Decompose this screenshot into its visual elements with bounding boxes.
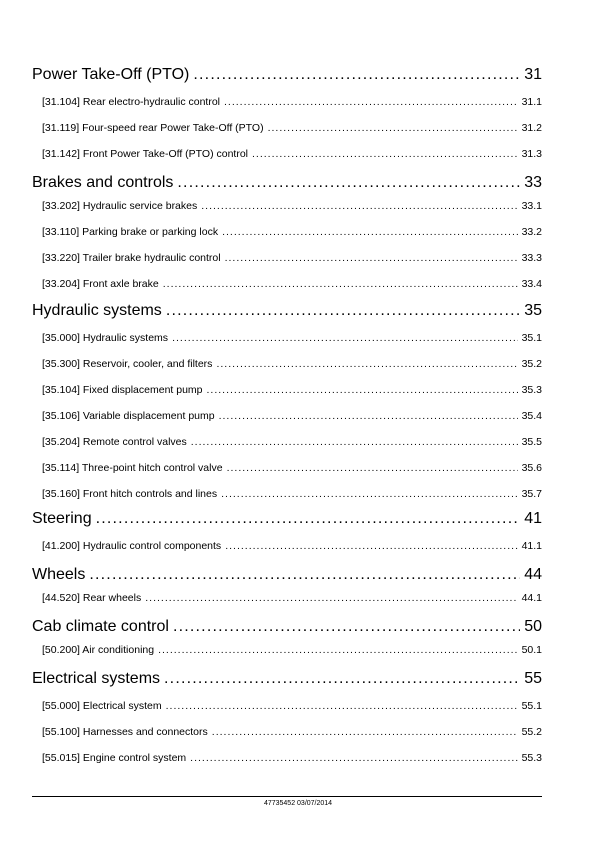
toc-page-number: 55.3 (521, 752, 542, 764)
toc-page-number: 35.2 (521, 358, 542, 370)
toc-page-number: 31.2 (521, 122, 542, 134)
toc-leader-dots (207, 384, 518, 396)
toc-leader-dots (222, 226, 517, 238)
toc-section-entry[interactable] (42, 592, 542, 606)
toc-chapter-entry[interactable] (32, 174, 542, 194)
toc-section-entry[interactable] (42, 226, 542, 240)
toc-entry-title: [55.100] Harnesses and connectors (42, 726, 208, 738)
toc-entry-title: [41.200] Hydraulic control components (42, 540, 222, 552)
toc-page-number: 55 (524, 670, 542, 687)
toc-page-number: 33 (524, 174, 542, 191)
toc-section-entry[interactable] (42, 540, 542, 554)
toc-page-number: 35.4 (521, 410, 542, 422)
toc-entry-title: Hydraulic systems (32, 302, 162, 319)
toc-leader-dots (191, 436, 518, 448)
toc-section-entry[interactable] (42, 436, 542, 450)
toc-section-entry[interactable] (42, 644, 542, 658)
toc-leader-dots (268, 122, 518, 134)
toc-section-entry[interactable] (42, 488, 542, 502)
toc-section-entry[interactable] (42, 726, 542, 740)
toc-entry-title: [33.220] Trailer brake hydraulic control (42, 252, 221, 264)
toc-leader-dots (225, 540, 517, 552)
toc-page-number: 41.1 (521, 540, 542, 552)
toc-entry-title: [35.160] Front hitch controls and lines (42, 488, 218, 500)
toc-page-number: 33.4 (521, 278, 542, 290)
toc-entry-title: [35.000] Hydraulic systems (42, 332, 169, 344)
toc-entry-title: [35.104] Fixed displacement pump (42, 384, 203, 396)
toc-chapter-entry[interactable] (32, 302, 542, 322)
toc-page-number: 55.2 (521, 726, 542, 738)
toc-leader-dots (219, 410, 518, 422)
toc-leader-dots (212, 726, 518, 738)
toc-leader-dots (166, 302, 520, 320)
toc-section-entry[interactable] (42, 122, 542, 136)
toc-page-number: 33.1 (521, 200, 542, 212)
toc-chapter-entry[interactable] (32, 510, 542, 530)
toc-page-number: 50 (524, 618, 542, 635)
toc-section-entry[interactable] (42, 700, 542, 714)
toc-page-number: 31.3 (521, 148, 542, 160)
toc-entry-title: Steering (32, 510, 92, 527)
toc-leader-dots (173, 618, 520, 636)
footer-document-code: 47735452 03/07/2014 (263, 800, 333, 807)
toc-entry-title: [33.110] Parking brake or parking lock (42, 226, 219, 238)
toc-section-entry[interactable] (42, 278, 542, 292)
toc-leader-dots (172, 332, 518, 344)
toc-section-entry[interactable] (42, 200, 542, 214)
toc-leader-dots (216, 358, 517, 370)
toc-entry-title: [44.520] Rear wheels (42, 592, 142, 604)
toc-section-entry[interactable] (42, 96, 542, 110)
toc-page-number: 31 (524, 66, 542, 83)
toc-chapter-entry[interactable] (32, 618, 542, 638)
toc-entry-title: [35.300] Reservoir, cooler, and filters (42, 358, 213, 370)
toc-leader-dots (145, 592, 517, 604)
footer-divider (32, 796, 542, 797)
toc-page-number: 35.7 (521, 488, 542, 500)
toc-chapter-entry[interactable] (32, 670, 542, 690)
toc-leader-dots (221, 488, 517, 500)
toc-chapter-entry[interactable] (32, 66, 542, 86)
toc-page-number: 44.1 (521, 592, 542, 604)
toc-leader-dots (164, 670, 520, 688)
toc-page-number: 35.1 (521, 332, 542, 344)
toc-entry-title: [35.106] Variable displacement pump (42, 410, 215, 422)
toc-entry-title: [31.104] Rear electro-hydraulic control (42, 96, 221, 108)
toc-entry-title: Wheels (32, 566, 86, 583)
toc-entry-title: [35.114] Three-point hitch control valve (42, 462, 223, 474)
toc-entry-title: Power Take-Off (PTO) (32, 66, 190, 83)
toc-section-entry[interactable] (42, 384, 542, 398)
toc-leader-dots (225, 252, 518, 264)
toc-entry-title: [55.015] Engine control system (42, 752, 187, 764)
toc-leader-dots (96, 510, 521, 528)
toc-leader-dots (89, 566, 520, 584)
toc-entry-title: [33.204] Front axle brake (42, 278, 159, 290)
toc-entry-title: Electrical systems (32, 670, 161, 687)
toc-entry-title: Brakes and controls (32, 174, 174, 191)
toc-leader-dots (224, 96, 518, 108)
toc-section-entry[interactable] (42, 148, 542, 162)
toc-entry-title: [31.142] Front Power Take-Off (PTO) control (42, 148, 249, 160)
toc-section-entry[interactable] (42, 752, 542, 766)
toc-page-number: 35.5 (521, 436, 542, 448)
toc-page-number: 44 (524, 566, 542, 583)
toc-section-entry[interactable] (42, 462, 542, 476)
toc-leader-dots (193, 66, 520, 84)
toc-leader-dots (158, 644, 517, 656)
toc-entry-title: Cab climate control (32, 618, 169, 635)
toc-section-entry[interactable] (42, 358, 542, 372)
toc-page-number: 41 (524, 510, 542, 527)
toc-entry-title: [50.200] Air conditioning (42, 644, 155, 656)
toc-entry-title: [31.119] Four-speed rear Power Take-Off (PTO) (42, 122, 264, 134)
toc-entry-title: [33.202] Hydraulic service brakes (42, 200, 198, 212)
toc-leader-dots (201, 200, 517, 212)
toc-entry-title: [35.204] Remote control valves (42, 436, 187, 448)
toc-page-number: 33.3 (521, 252, 542, 264)
toc-entry-title: [55.000] Electrical system (42, 700, 162, 712)
toc-leader-dots (190, 752, 517, 764)
toc-page-number: 31.1 (521, 96, 542, 108)
toc-section-entry[interactable] (42, 252, 542, 266)
toc-page-number: 55.1 (521, 700, 542, 712)
toc-leader-dots (227, 462, 518, 474)
toc-leader-dots (163, 278, 518, 290)
toc-leader-dots (177, 174, 520, 192)
toc-page-number: 35.6 (521, 462, 542, 474)
toc-leader-dots (166, 700, 518, 712)
toc-page-number: 35.3 (521, 384, 542, 396)
toc-leader-dots (252, 148, 518, 160)
toc-page-number: 33.2 (521, 226, 542, 238)
toc-page-number: 50.1 (521, 644, 542, 656)
toc-section-entry[interactable] (42, 332, 542, 346)
toc-chapter-entry[interactable] (32, 566, 542, 586)
toc-section-entry[interactable] (42, 410, 542, 424)
toc-page-number: 35 (524, 302, 542, 319)
